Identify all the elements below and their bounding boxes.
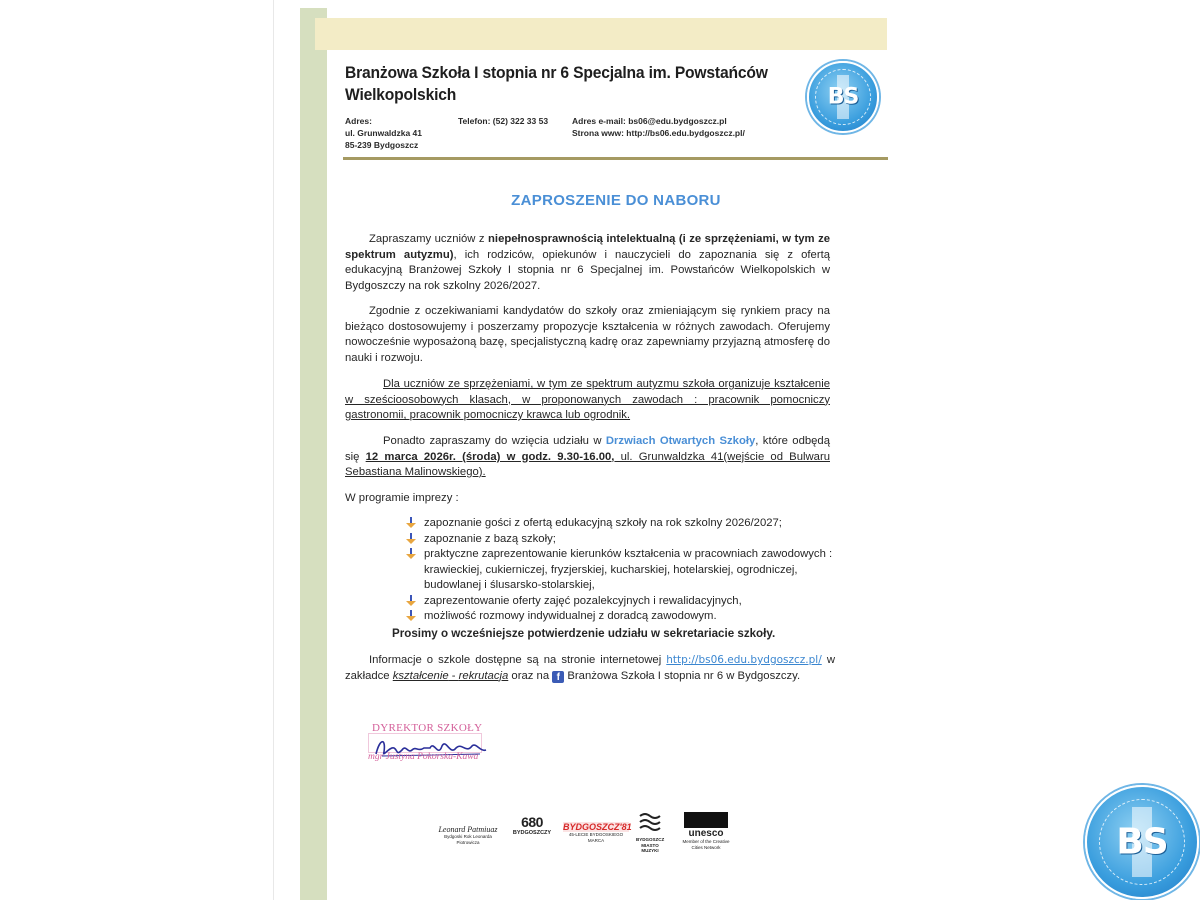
school-logo [807,61,879,133]
arrow-down-icon [405,548,417,560]
document-title: ZAPROSZENIE DO NABORU [511,192,721,209]
phone: Telefon: (52) 322 33 53 [458,116,549,126]
arrow-down-icon [405,533,417,545]
school-logo-large [1085,785,1199,899]
list-item: możliwość rozmowy indywidualnej z doradcą zawodowym. [405,609,835,625]
open-day-event: Drzwiach Otwartych Szkoły [605,435,756,447]
confirm-note: Prosimy o wcześniejsze potwierdzenie udziału w sekretariacie szkoły. [392,627,776,640]
bydgoszcz-81-logo: BYDGOSZCZ'81 45-LECIE BYDGOSKIEGO MARCA [563,822,632,843]
arrow-down-icon [405,610,417,622]
temple-icon [684,812,728,828]
address-street: ul. Grunwaldzka 41 [345,128,422,138]
para3-text: Dla uczniów ze sprzężeniami, w tym ze spektrum autyzmu szkoła organizuje kształcenie w sześcioosobowych klasach, w proponowanych zawodach : pracownik pomocniczy gastronomii, pracownik pomocniczy krawca lub ogrodnik. [345,378,830,421]
program-intro: W programie imprezy : [345,492,459,504]
address-block [345,115,422,151]
logo-text: BS [827,84,859,110]
para4-text: Ponadto zapraszamy do wzięcia udziału w [383,435,606,447]
tab-rekrutacja: rekrutacja [458,669,509,682]
para1-text: Zapraszamy uczniów z [369,233,489,245]
music-city-logo: BYDGOSZCZ MIASTO MUZYKI [636,812,664,854]
paragraph-classes [345,377,830,424]
signature-title: DYREKTOR SZKOŁY [372,722,483,734]
header-divider [343,157,888,160]
para2-text: Zgodnie z oczekiwaniami kandydatów do szkoły oraz zmieniającym się rynkiem pracy na bieżąco dostosowujemy i poszerzamy propozycje kształcenia w różnych zawodach. Oferujemy nowocześnie wyposażoną bazę, specjalistyczną kadrę oraz zapewniamy przyjazną atmosferę do nauki i rozwoju. [345,305,830,364]
email: Adres e-mail: bs06@edu.bydgoszcz.pl [572,116,727,126]
address-city: 85-239 Bydgoszcz [345,140,419,150]
paragraph-offer [345,304,830,366]
paragraph-open-day [345,434,830,481]
unesco-logo: unesco Member of the Creative Cities Network [680,812,732,851]
list-item: zapoznanie gości z ofertą edukacyjną szkoły na rok szkolny 2026/2027; [405,516,835,532]
contact-block [572,115,745,139]
arrow-down-icon [405,517,417,529]
signature-name: mgr Justyna Pokorska-Kawa [368,752,479,762]
school-website-link[interactable]: http://bs06.edu.bydgoszcz.pl/ [666,654,822,666]
address-label: Adres: [345,116,372,126]
program-list [405,516,835,625]
tab-ksztalcenie: kształcenie [392,669,449,682]
decorative-top-band [315,18,887,50]
wave-icon [639,812,661,832]
para1-text-2: , ich rodziców, opiekunów i nauczycieli do zapoznania się z ofertą edukacyjną Branżowej Szkoły I stopnia nr 6 Specjalnej im. Powstańców Wielkopolskich w Bydgoszczy na rok szkolny 2026/2027. [345,248,830,292]
para1-bold: niepełnosprawnością intelektualną (i ze sprzężeniami, w tym ze spektrum autyzmu) [345,233,830,261]
school-name: Branżowa Szkoła I stopnia nr 6 Specjalna im. Powstańców Wielkopolskich [345,63,768,104]
decorative-side-bar [300,8,327,900]
logo-text-large: BS [1116,821,1168,863]
open-day-date: 12 marca 2026r. (środa) w godz. 9.30-16.00, [365,450,615,463]
anniversary-680-logo: 680 BYDGOSZCZY [512,814,552,836]
para4-text-2: , które odbędą się [345,435,831,463]
list-item: zapoznanie z bazą szkoły; [405,532,835,548]
open-day-address: ul. Grunwaldzka 41(wejście od Bulwaru Sebastiana Malinowskiego). [345,450,830,478]
list-item: praktyczne zaprezentowanie kierunków kształcenia w pracowniach zawodowych : krawieckiej, cukierniczej, fryzjerskiej, kucharskiej, hotelarskiej, ogrodniczej, budowlanej i ślusarsko-stolarskiej, [405,547,835,594]
paragraph-info: Informacje o szkole dostępne są na stronie internetowej http://bs06.edu.bydgoszcz.pl/ w zakładce kształcenie - rekrutacja oraz na f Branżowa Szkoła I stopnia nr 6 w Bydgoszczy. [345,654,835,683]
website: Strona www: http://bs06.edu.bydgoszcz.pl/ [572,128,745,138]
arrow-down-icon [405,595,417,607]
facebook-icon: f [552,671,564,683]
paragraph-invitation [345,232,830,294]
leonard-piotrowicz-logo: Leonard Patmiuaz Bydgoski Rok Leonarda Piotrowicza [438,825,498,845]
list-item: zaprezentowanie oferty zajęć pozalekcyjnych i rewalidacyjnych, [405,594,835,610]
